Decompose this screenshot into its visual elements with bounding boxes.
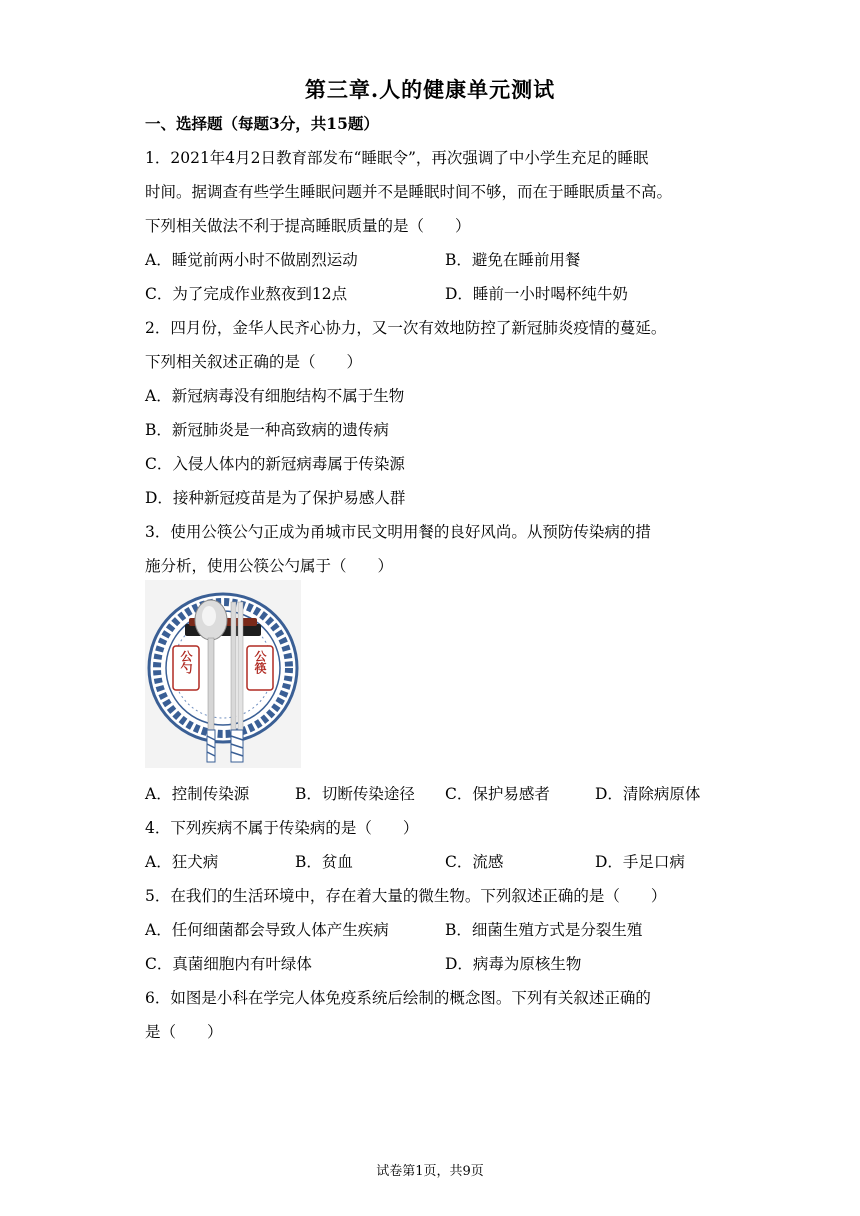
question-4-option-c[interactable]: C．流感 [445, 853, 504, 871]
question-4-option-d[interactable]: D．手足口病 [595, 853, 685, 871]
question-1-option-d[interactable]: D．睡前一小时喝杯纯牛奶 [445, 285, 628, 303]
question-3-option-a[interactable]: A．控制传染源 [145, 785, 250, 803]
question-2-option-d[interactable]: D．接种新冠疫苗是为了保护易感人群 [145, 489, 406, 507]
question-1-options-row-2 [145, 282, 745, 304]
question-1-option-a[interactable]: A．睡觉前两小时不做剧烈运动 [145, 251, 358, 269]
question-2-line-1: 2．四月份，金华人民齐心协力，又一次有效地防控了新冠肺炎疫情的蔓延。 [145, 319, 667, 337]
section-heading: 一、选择题（每题3分，共15题） [145, 114, 379, 133]
question-6-line-1: 6．如图是小科在学完人体免疫系统后绘制的概念图。下列有关叙述正确的 [145, 989, 651, 1007]
question-1-option-c[interactable]: C．为了完成作业熬夜到12点 [145, 285, 348, 303]
question-1-option-b[interactable]: B．避免在睡前用餐 [445, 251, 581, 269]
page-title: 第三章.人的健康单元测试 [304, 77, 556, 102]
question-1-line-1: 1．2021年4月2日教育部发布“睡眠令”，再次强调了中小学生充足的睡眠 [145, 149, 649, 167]
seal-right-text: 公筷 [253, 650, 267, 674]
question-5-option-b[interactable]: B．细菌生殖方式是分裂生殖 [445, 921, 643, 939]
question-3-options-row [145, 782, 745, 804]
question-5-line-1: 5．在我们的生活环境中，存在着大量的微生物。下列叙述正确的是（ ） [145, 887, 667, 905]
question-1-line-3: 下列相关做法不利于提高睡眠质量的是（ ） [145, 217, 471, 235]
question-3-line-2: 施分析，使用公筷公勺属于（ ） [145, 557, 394, 575]
question-4-line-1: 4．下列疾病不属于传染病的是（ ） [145, 819, 419, 837]
seal-left-text: 公勺 [179, 650, 193, 674]
question-4-option-a[interactable]: A．狂犬病 [145, 853, 219, 871]
question-2-option-c[interactable]: C．入侵人体内的新冠病毒属于传染源 [145, 455, 405, 473]
question-3-option-c[interactable]: C．保护易感者 [445, 785, 550, 803]
question-3-line-1: 3．使用公筷公勺正成为甬城市民文明用餐的良好风尚。从预防传染病的措 [145, 523, 651, 541]
page-footer: 试卷第1页，共9页 [376, 1164, 484, 1179]
question-3-option-b[interactable]: B．切断传染途径 [295, 785, 415, 803]
question-3-option-d[interactable]: D．清除病原体 [595, 785, 701, 803]
question-5-option-c[interactable]: C．真菌细胞内有叶绿体 [145, 955, 312, 973]
question-5-options-row-1 [145, 918, 745, 940]
question-5-options-row-2 [145, 952, 745, 974]
question-4-options-row [145, 850, 745, 872]
question-6-line-2: 是（ ） [145, 1023, 223, 1041]
question-5-option-d[interactable]: D．病毒为原核生物 [445, 955, 582, 973]
question-1-line-2: 时间。据调查有些学生睡眠问题并不是睡眠时间不够，而在于睡眠质量不高。 [145, 183, 673, 201]
question-2-option-b[interactable]: B．新冠肺炎是一种高致病的遗传病 [145, 421, 389, 439]
question-2-option-a[interactable]: A．新冠病毒没有细胞结构不属于生物 [145, 387, 405, 405]
chopsticks-spoon-image [145, 580, 301, 768]
question-5-option-a[interactable]: A．任何细菌都会导致人体产生疾病 [145, 921, 389, 939]
question-2-line-2: 下列相关叙述正确的是（ ） [145, 353, 363, 371]
question-1-options-row-1 [145, 248, 745, 270]
question-4-option-b[interactable]: B．贫血 [295, 853, 353, 871]
